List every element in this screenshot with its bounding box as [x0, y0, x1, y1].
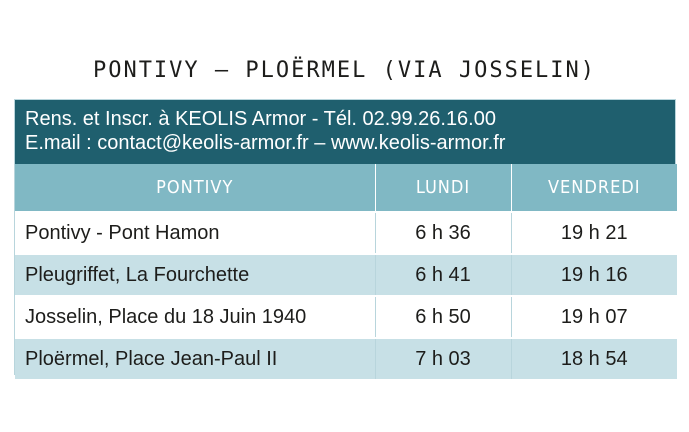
stop-name: Ploërmel, Place Jean-Paul II [15, 338, 375, 379]
contact-info-line-2: E.mail : contact@keolis-armor.fr – www.keolis-armor.fr [25, 132, 506, 154]
table-row [15, 338, 677, 379]
contact-info-banner [15, 100, 675, 164]
table-row [15, 296, 677, 338]
time-vendredi: 19 h 21 [511, 212, 677, 254]
contact-info-line-1: Rens. et Inscr. à KEOLIS Armor - Tél. 02.99.26.16.00 [25, 108, 496, 130]
table-row [15, 254, 677, 296]
time-vendredi: 19 h 16 [511, 254, 677, 296]
time-lundi: 7 h 03 [375, 338, 511, 379]
column-header-stop: PONTIVY [15, 164, 375, 212]
stop-name: Pontivy - Pont Hamon [15, 212, 375, 254]
time-vendredi: 19 h 07 [511, 296, 677, 338]
time-lundi: 6 h 36 [375, 212, 511, 254]
page-title: PONTIVY — PLOËRMEL (VIA JOSSELIN) [92, 58, 597, 83]
timetable-panel [14, 99, 676, 375]
column-header-vendredi: VENDREDI [511, 164, 677, 212]
stop-name: Josselin, Place du 18 Juin 1940 [15, 296, 375, 338]
timetable-header-row [15, 164, 677, 212]
time-lundi: 6 h 41 [375, 254, 511, 296]
column-header-lundi: LUNDI [375, 164, 511, 212]
time-vendredi: 18 h 54 [511, 338, 677, 379]
timetable [15, 164, 677, 379]
stop-name: Pleugriffet, La Fourchette [15, 254, 375, 296]
time-lundi: 6 h 50 [375, 296, 511, 338]
table-row [15, 212, 677, 254]
